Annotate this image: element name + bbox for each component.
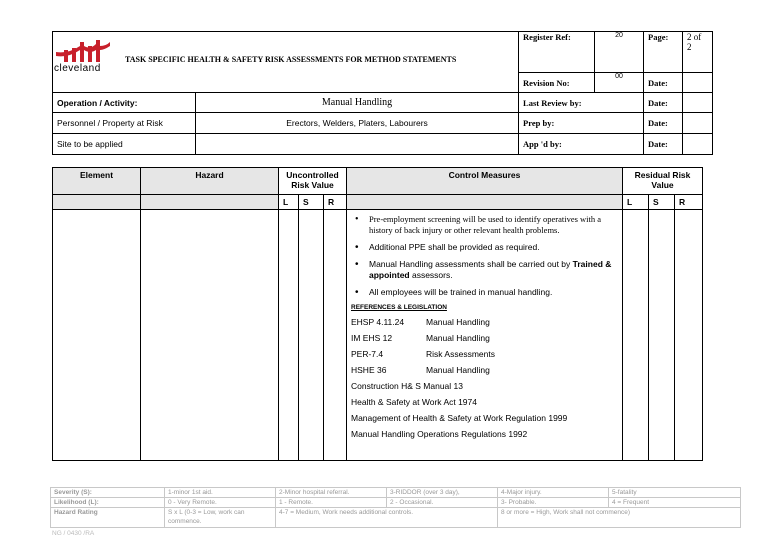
cleveland-logo	[54, 34, 112, 76]
reference-title: Manual Handling	[426, 365, 490, 375]
likelihood-3: 3- Probable.	[498, 498, 609, 508]
likelihood-2: 2 - Occasional.	[387, 498, 498, 508]
hazard-rating-label: Hazard Rating	[51, 508, 165, 528]
logo-text: cleveland	[54, 63, 101, 74]
measure-assessments	[369, 259, 618, 281]
severity-2: 2-Minor hospital referral.	[276, 488, 387, 498]
prep-label: Prep by:	[519, 113, 644, 134]
reference-row	[351, 333, 618, 344]
severity-3: 3-RIDDOR (over 3 day),	[387, 488, 498, 498]
reference-code: PER-7.4	[351, 349, 384, 359]
last-review-label: Last Review by:	[519, 93, 644, 113]
severity-5: 5-fatality	[609, 488, 741, 498]
measure-assessments-bold: Trained & appointed	[369, 259, 612, 280]
reference-title: Manual Handling	[426, 317, 490, 327]
element-subheader	[53, 195, 141, 210]
risk-table	[52, 167, 703, 461]
review-date-label: Date:	[644, 93, 683, 113]
severity-1: 1-minor 1st aid.	[165, 488, 276, 498]
personnel-label: Personnel / Property at Risk	[53, 113, 196, 134]
likelihood-0: 0 - Very Remote.	[165, 498, 276, 508]
uncontrolled-r-cell	[324, 210, 347, 461]
approved-label: App 'd by:	[519, 134, 644, 155]
control-measures-cell	[347, 210, 623, 461]
residual-header: Residual Risk Value	[623, 168, 703, 195]
reference-row	[351, 317, 618, 328]
control-measures-list	[351, 214, 618, 298]
residual-l-cell	[623, 210, 649, 461]
likelihood-4: 4 = Frequent	[609, 498, 741, 508]
references-heading: REFERENCES & LEGISLATION	[351, 304, 447, 311]
header-table	[52, 31, 713, 155]
operation-label: Operation / Activity:	[53, 93, 196, 113]
personnel-value: Erectors, Welders, Platers, Labourers	[196, 113, 519, 134]
hazard-subheader	[141, 195, 279, 210]
reference-code: HSHE 36	[351, 365, 387, 375]
reference-row	[351, 349, 618, 360]
reference-row	[351, 365, 618, 376]
measure-ppe: • Additional PPE shall be provided as required.	[369, 242, 618, 253]
measure-screening: • Pre-employment screening will be used to identify operatives with a history of back injury or other relevant health problems.	[369, 214, 618, 236]
page-label: Page:	[644, 32, 683, 73]
approved-date-label: Date:	[644, 134, 683, 155]
document-title: TASK SPECIFIC HEALTH & SAFETY RISK ASSESSMENTS FOR METHOD STATEMENTS	[125, 54, 457, 64]
operation-value: Manual Handling	[196, 93, 519, 113]
legislation-item: Management of Health & Safety at Work Regulation 1999	[351, 413, 568, 423]
residual-r-cell	[675, 210, 703, 461]
date-label: Date:	[644, 73, 683, 93]
measure-training: • All employees will be trained in manual handling.	[369, 287, 618, 298]
reference-code: IM EHS 12	[351, 333, 393, 343]
prep-date-value	[683, 113, 713, 134]
uncontrolled-r: R	[324, 195, 347, 210]
hazard-cell	[141, 210, 279, 461]
likelihood-1: 1 - Remote.	[276, 498, 387, 508]
site-value	[196, 134, 519, 155]
register-value: 20	[595, 32, 644, 73]
uncontrolled-s-cell	[299, 210, 324, 461]
date-value	[683, 73, 713, 93]
measure-assessments-text: Manual Handling assessments shall be carried out by	[369, 259, 571, 269]
review-date-value	[683, 93, 713, 113]
prep-date-label: Date:	[644, 113, 683, 134]
uncontrolled-l-cell	[279, 210, 299, 461]
uncontrolled-header: Uncontrolled Risk Value	[279, 168, 347, 195]
reference-title: Manual Handling	[426, 333, 490, 343]
rating-medium: 4-7 = Medium, Work needs additional controls.	[276, 508, 498, 528]
control-header: Control Measures	[347, 168, 623, 195]
severity-label: Severity (S):	[51, 488, 165, 498]
element-cell	[53, 210, 141, 461]
revision-label: Revision No:	[519, 73, 595, 93]
uncontrolled-l: L	[279, 195, 299, 210]
residual-s-cell	[649, 210, 675, 461]
title-cell	[53, 32, 519, 93]
legislation-item: Health & Safety at Work Act 1974	[351, 397, 477, 407]
reference-title: Risk Assessments	[426, 349, 495, 359]
risk-legend-table	[50, 487, 741, 528]
approved-date-value	[683, 134, 713, 155]
element-header: Element	[53, 168, 141, 195]
residual-r: R	[675, 195, 703, 210]
page-value: 2 of 2	[683, 32, 713, 73]
legislation-item: Manual Handling Operations Regulations 1992	[351, 429, 528, 439]
revision-value: 00	[595, 73, 644, 93]
legislation-item: Construction H& S Manual 13	[351, 381, 463, 391]
rating-high: 8 or more = High, Work shall not commence)	[498, 508, 741, 528]
site-label: Site to be applied	[53, 134, 196, 155]
likelihood-label: Likelihood (L):	[51, 498, 165, 508]
residual-s: S	[649, 195, 675, 210]
residual-l: L	[623, 195, 649, 210]
hazard-header: Hazard	[141, 168, 279, 195]
severity-4: 4-Major injury.	[498, 488, 609, 498]
rating-low: S x L (0-3 = Low, work can commence.	[165, 508, 276, 528]
reference-code: EHSP 4.11.24	[351, 317, 405, 327]
control-subheader	[347, 195, 623, 210]
measure-assessments-tail: assessors.	[409, 270, 453, 280]
register-label: Register Ref:	[519, 32, 595, 73]
uncontrolled-s: S	[299, 195, 324, 210]
document-reference: NG / 0430 /RA	[52, 530, 95, 537]
